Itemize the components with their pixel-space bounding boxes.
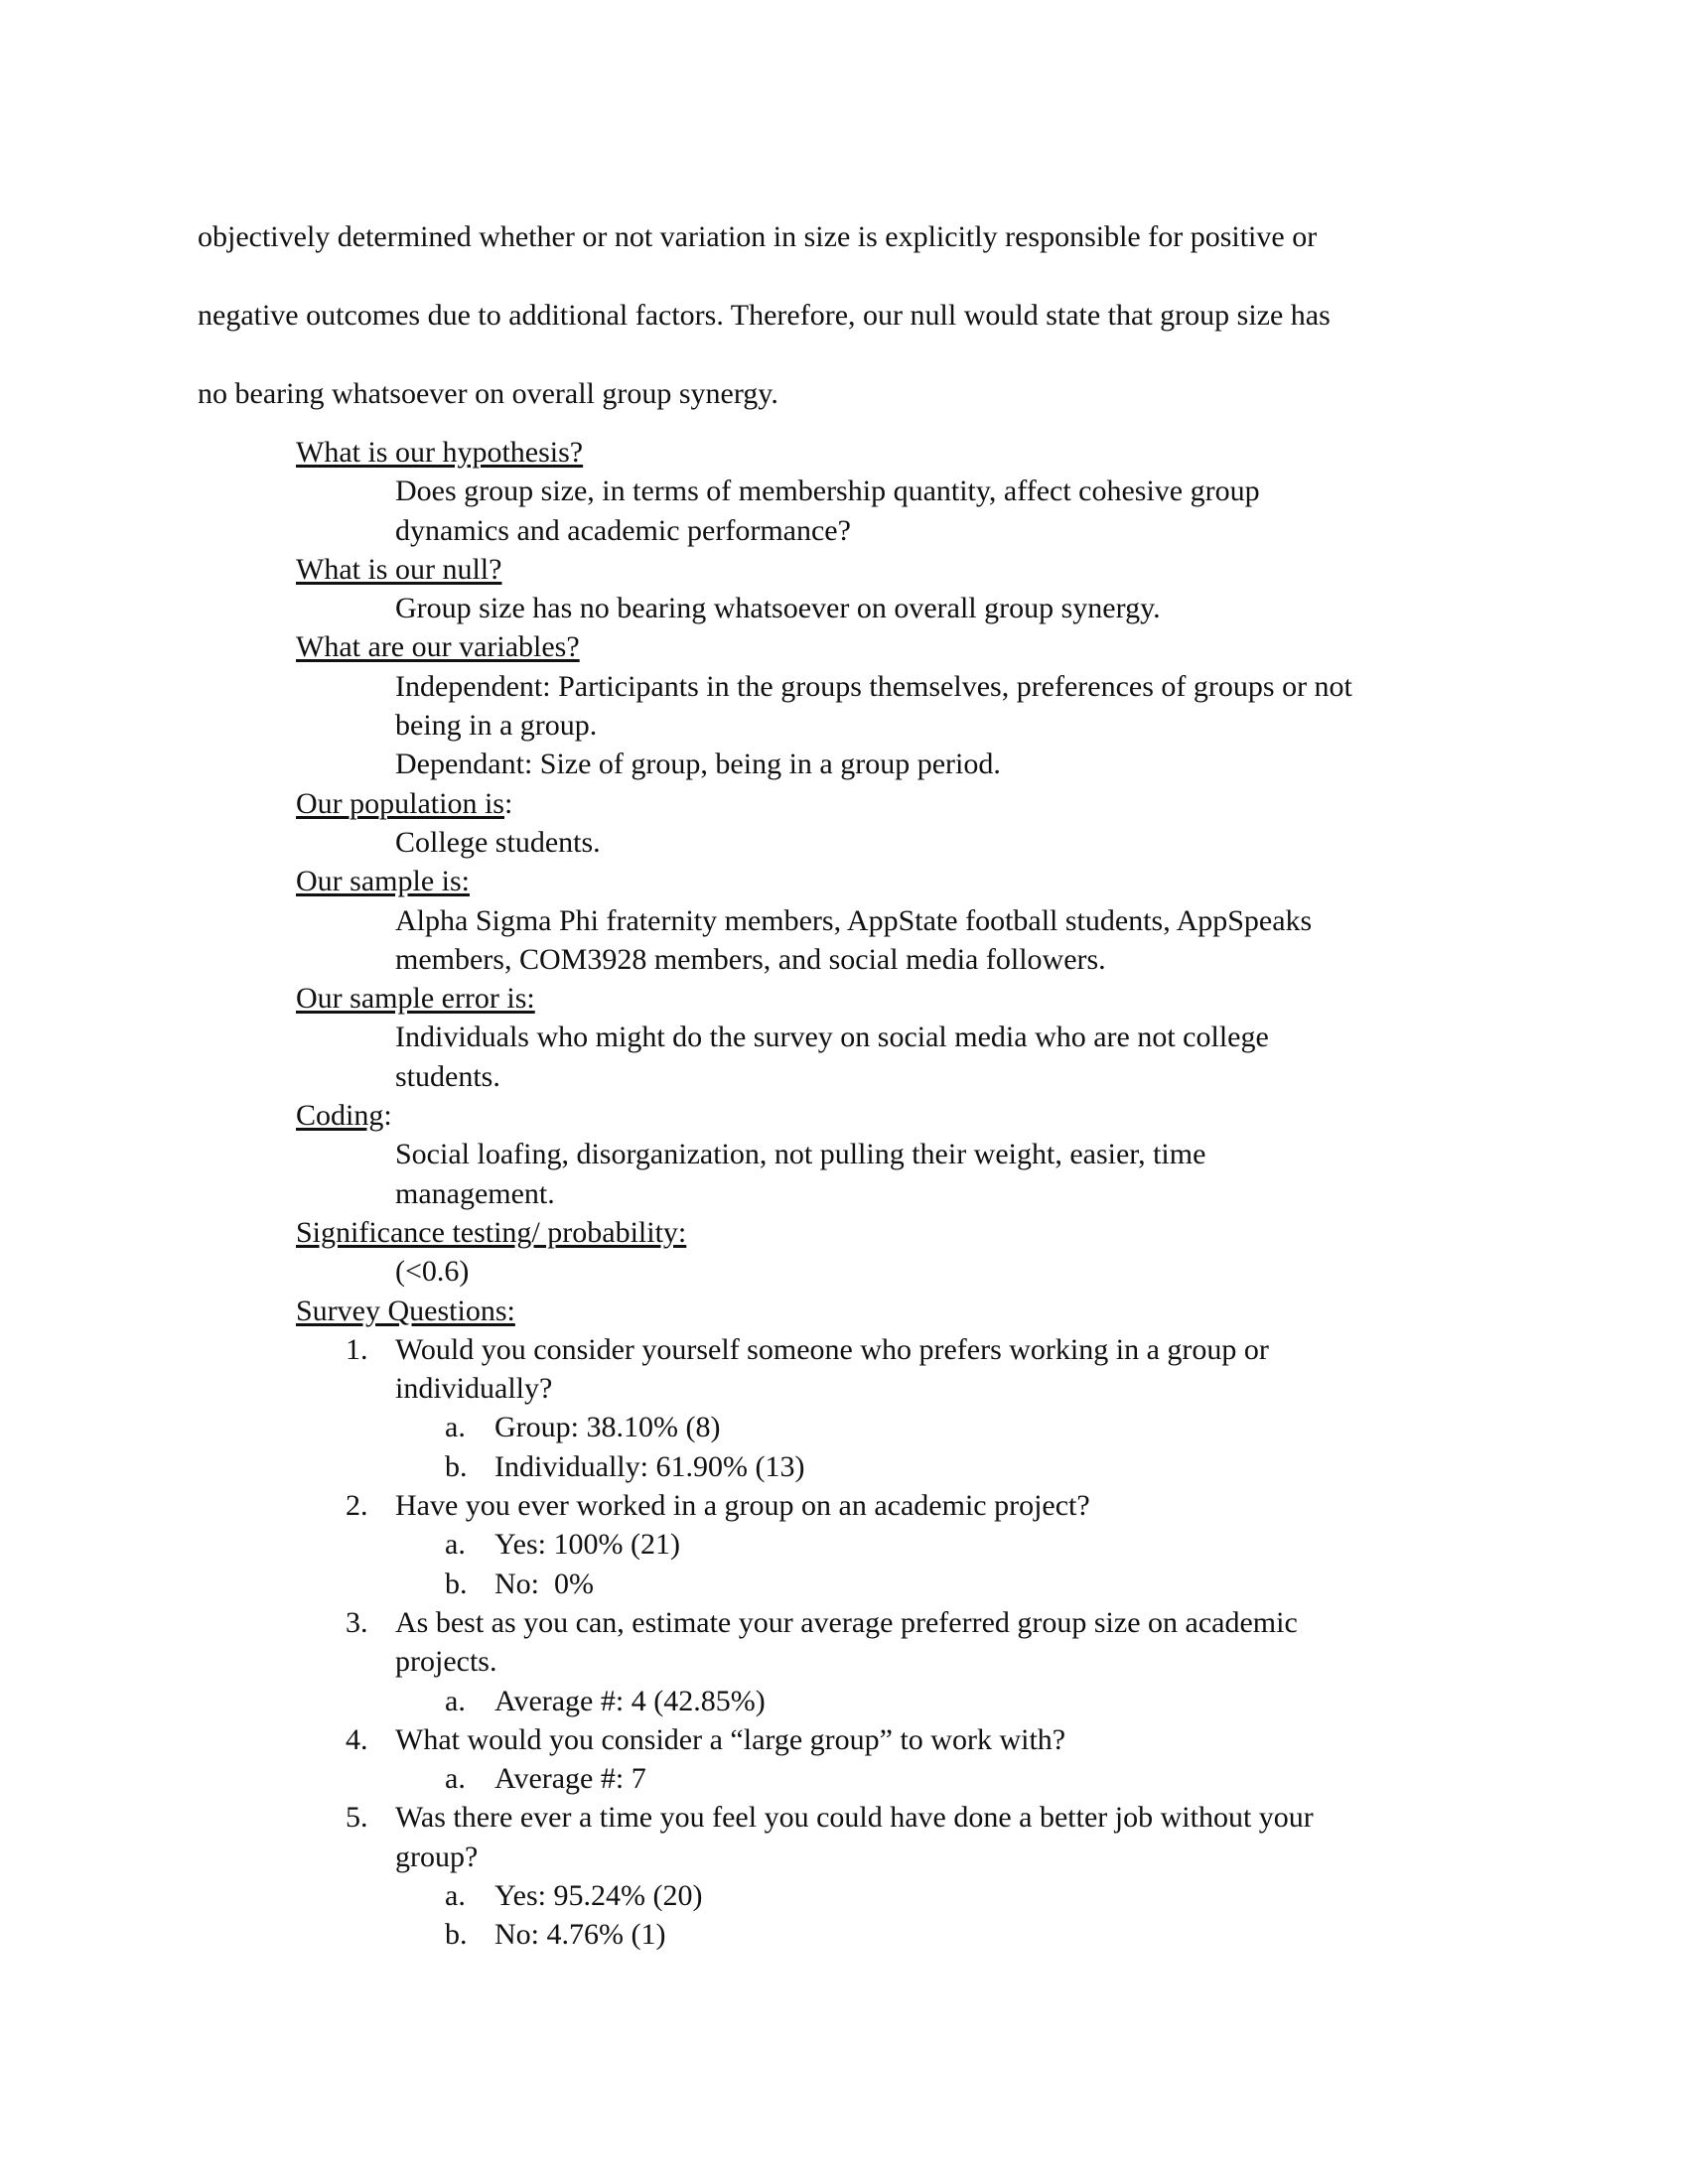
survey-answer	[296, 1876, 1507, 1915]
variables-heading-row	[296, 627, 1507, 666]
sample-error-heading-row	[296, 979, 1507, 1018]
sample-error-line: students.	[395, 1059, 500, 1093]
answer-letter: a.	[445, 1528, 466, 1562]
answer-letter: a.	[445, 1878, 466, 1912]
significance-line: (<0.6)	[395, 1255, 470, 1289]
coding-heading: Coding	[296, 1099, 384, 1133]
question-number: 1.	[346, 1332, 368, 1366]
survey-answer	[296, 1565, 1507, 1603]
coding-line: Social loafing, disorganization, not pulling their weight, easier, time	[395, 1138, 1206, 1171]
research-outline	[296, 433, 1507, 1955]
variables-line: Independent: Participants in the groups themselves, preferences of groups or not	[395, 669, 1352, 703]
answer-text: Individually: 61.90% (13)	[494, 1449, 805, 1483]
variables-line: Dependant: Size of group, being in a group period.	[395, 748, 1001, 781]
answer-text: Yes: 95.24% (20)	[494, 1878, 703, 1912]
answer-text: Average #: 7	[494, 1762, 646, 1796]
answer-text: No: 0%	[494, 1567, 594, 1600]
paragraph-line: objectively determined whether or not variation in size is explicitly responsible for positive or	[198, 220, 1318, 253]
hypothesis-heading-row	[296, 433, 1507, 472]
survey-answer	[296, 1447, 1507, 1486]
intro-paragraph	[198, 198, 1488, 433]
sample-line: members, COM3928 members, and social media followers.	[395, 942, 1106, 976]
survey-question-continued: group?	[395, 1840, 479, 1873]
population-heading-row	[296, 784, 1507, 823]
answer-letter: a.	[445, 1684, 466, 1717]
coding-heading-row	[296, 1096, 1507, 1135]
question-text: As best as you can, estimate your average preferred group size on academic	[395, 1605, 1298, 1639]
survey-heading: Survey Questions:	[296, 1294, 515, 1327]
variables-heading: What are our variables?	[296, 630, 580, 664]
hypothesis-line: dynamics and academic performance?	[395, 513, 851, 547]
question-number: 5.	[346, 1801, 368, 1835]
survey-answer	[296, 1408, 1507, 1446]
null-heading: What is our null?	[296, 552, 502, 586]
sample-error-heading: Our sample error is:	[296, 982, 535, 1016]
survey-answer	[296, 1525, 1507, 1564]
coding-line: management.	[395, 1176, 555, 1210]
survey-question	[296, 1330, 1507, 1369]
population-heading: Our population is	[296, 786, 504, 820]
null-line: Group size has no bearing whatsoever on overall group synergy.	[395, 592, 1161, 625]
answer-text: Group: 38.10% (8)	[494, 1411, 721, 1444]
survey-question	[296, 1798, 1507, 1837]
population-colon: :	[504, 786, 513, 820]
survey-question-continued: projects.	[395, 1645, 497, 1679]
answer-text: No: 4.76% (1)	[494, 1918, 666, 1952]
answer-letter: b.	[445, 1567, 468, 1600]
question-number: 4.	[346, 1722, 368, 1756]
question-text: What would you consider a “large group” to work with?	[395, 1722, 1066, 1756]
answer-letter: a.	[445, 1762, 466, 1796]
answer-letter: b.	[445, 1449, 468, 1483]
survey-heading-row	[296, 1292, 1507, 1330]
sample-error-line: Individuals who might do the survey on social media who are not college	[395, 1021, 1269, 1054]
question-text: Was there ever a time you feel you could have done a better job without your	[395, 1801, 1314, 1835]
null-heading-row	[296, 550, 1507, 589]
hypothesis-heading: What is our hypothesis?	[296, 436, 584, 469]
paragraph-line: negative outcomes due to additional factors. Therefore, our null would state that group size has	[198, 299, 1331, 332]
answer-text: Average #: 4 (42.85%)	[494, 1684, 766, 1717]
significance-heading-row	[296, 1213, 1507, 1252]
survey-answer	[296, 1759, 1507, 1798]
sample-heading: Our sample is:	[296, 865, 470, 898]
significance-heading: Significance testing/ probability:	[296, 1215, 687, 1249]
paragraph-line: no bearing whatsoever on overall group synergy.	[198, 377, 778, 410]
survey-question-continued: individually?	[395, 1372, 553, 1406]
survey-answer	[296, 1915, 1507, 1954]
survey-question	[296, 1720, 1507, 1759]
question-text: Have you ever worked in a group on an academic project?	[395, 1489, 1090, 1523]
coding-colon: :	[383, 1099, 392, 1133]
question-text: Would you consider yourself someone who prefers working in a group or	[395, 1332, 1269, 1366]
hypothesis-line: Does group size, in terms of membership quantity, affect cohesive group	[395, 475, 1260, 508]
survey-question	[296, 1486, 1507, 1525]
answer-text: Yes: 100% (21)	[494, 1528, 680, 1562]
question-number: 2.	[346, 1489, 368, 1523]
answer-letter: b.	[445, 1918, 468, 1952]
population-line: College students.	[395, 825, 601, 859]
variables-line: being in a group.	[395, 709, 598, 743]
sample-heading-row	[296, 862, 1507, 900]
question-number: 3.	[346, 1605, 368, 1639]
sample-line: Alpha Sigma Phi fraternity members, AppState football students, AppSpeaks	[395, 903, 1313, 937]
survey-answer	[296, 1682, 1507, 1720]
answer-letter: a.	[445, 1411, 466, 1444]
survey-question	[296, 1603, 1507, 1642]
